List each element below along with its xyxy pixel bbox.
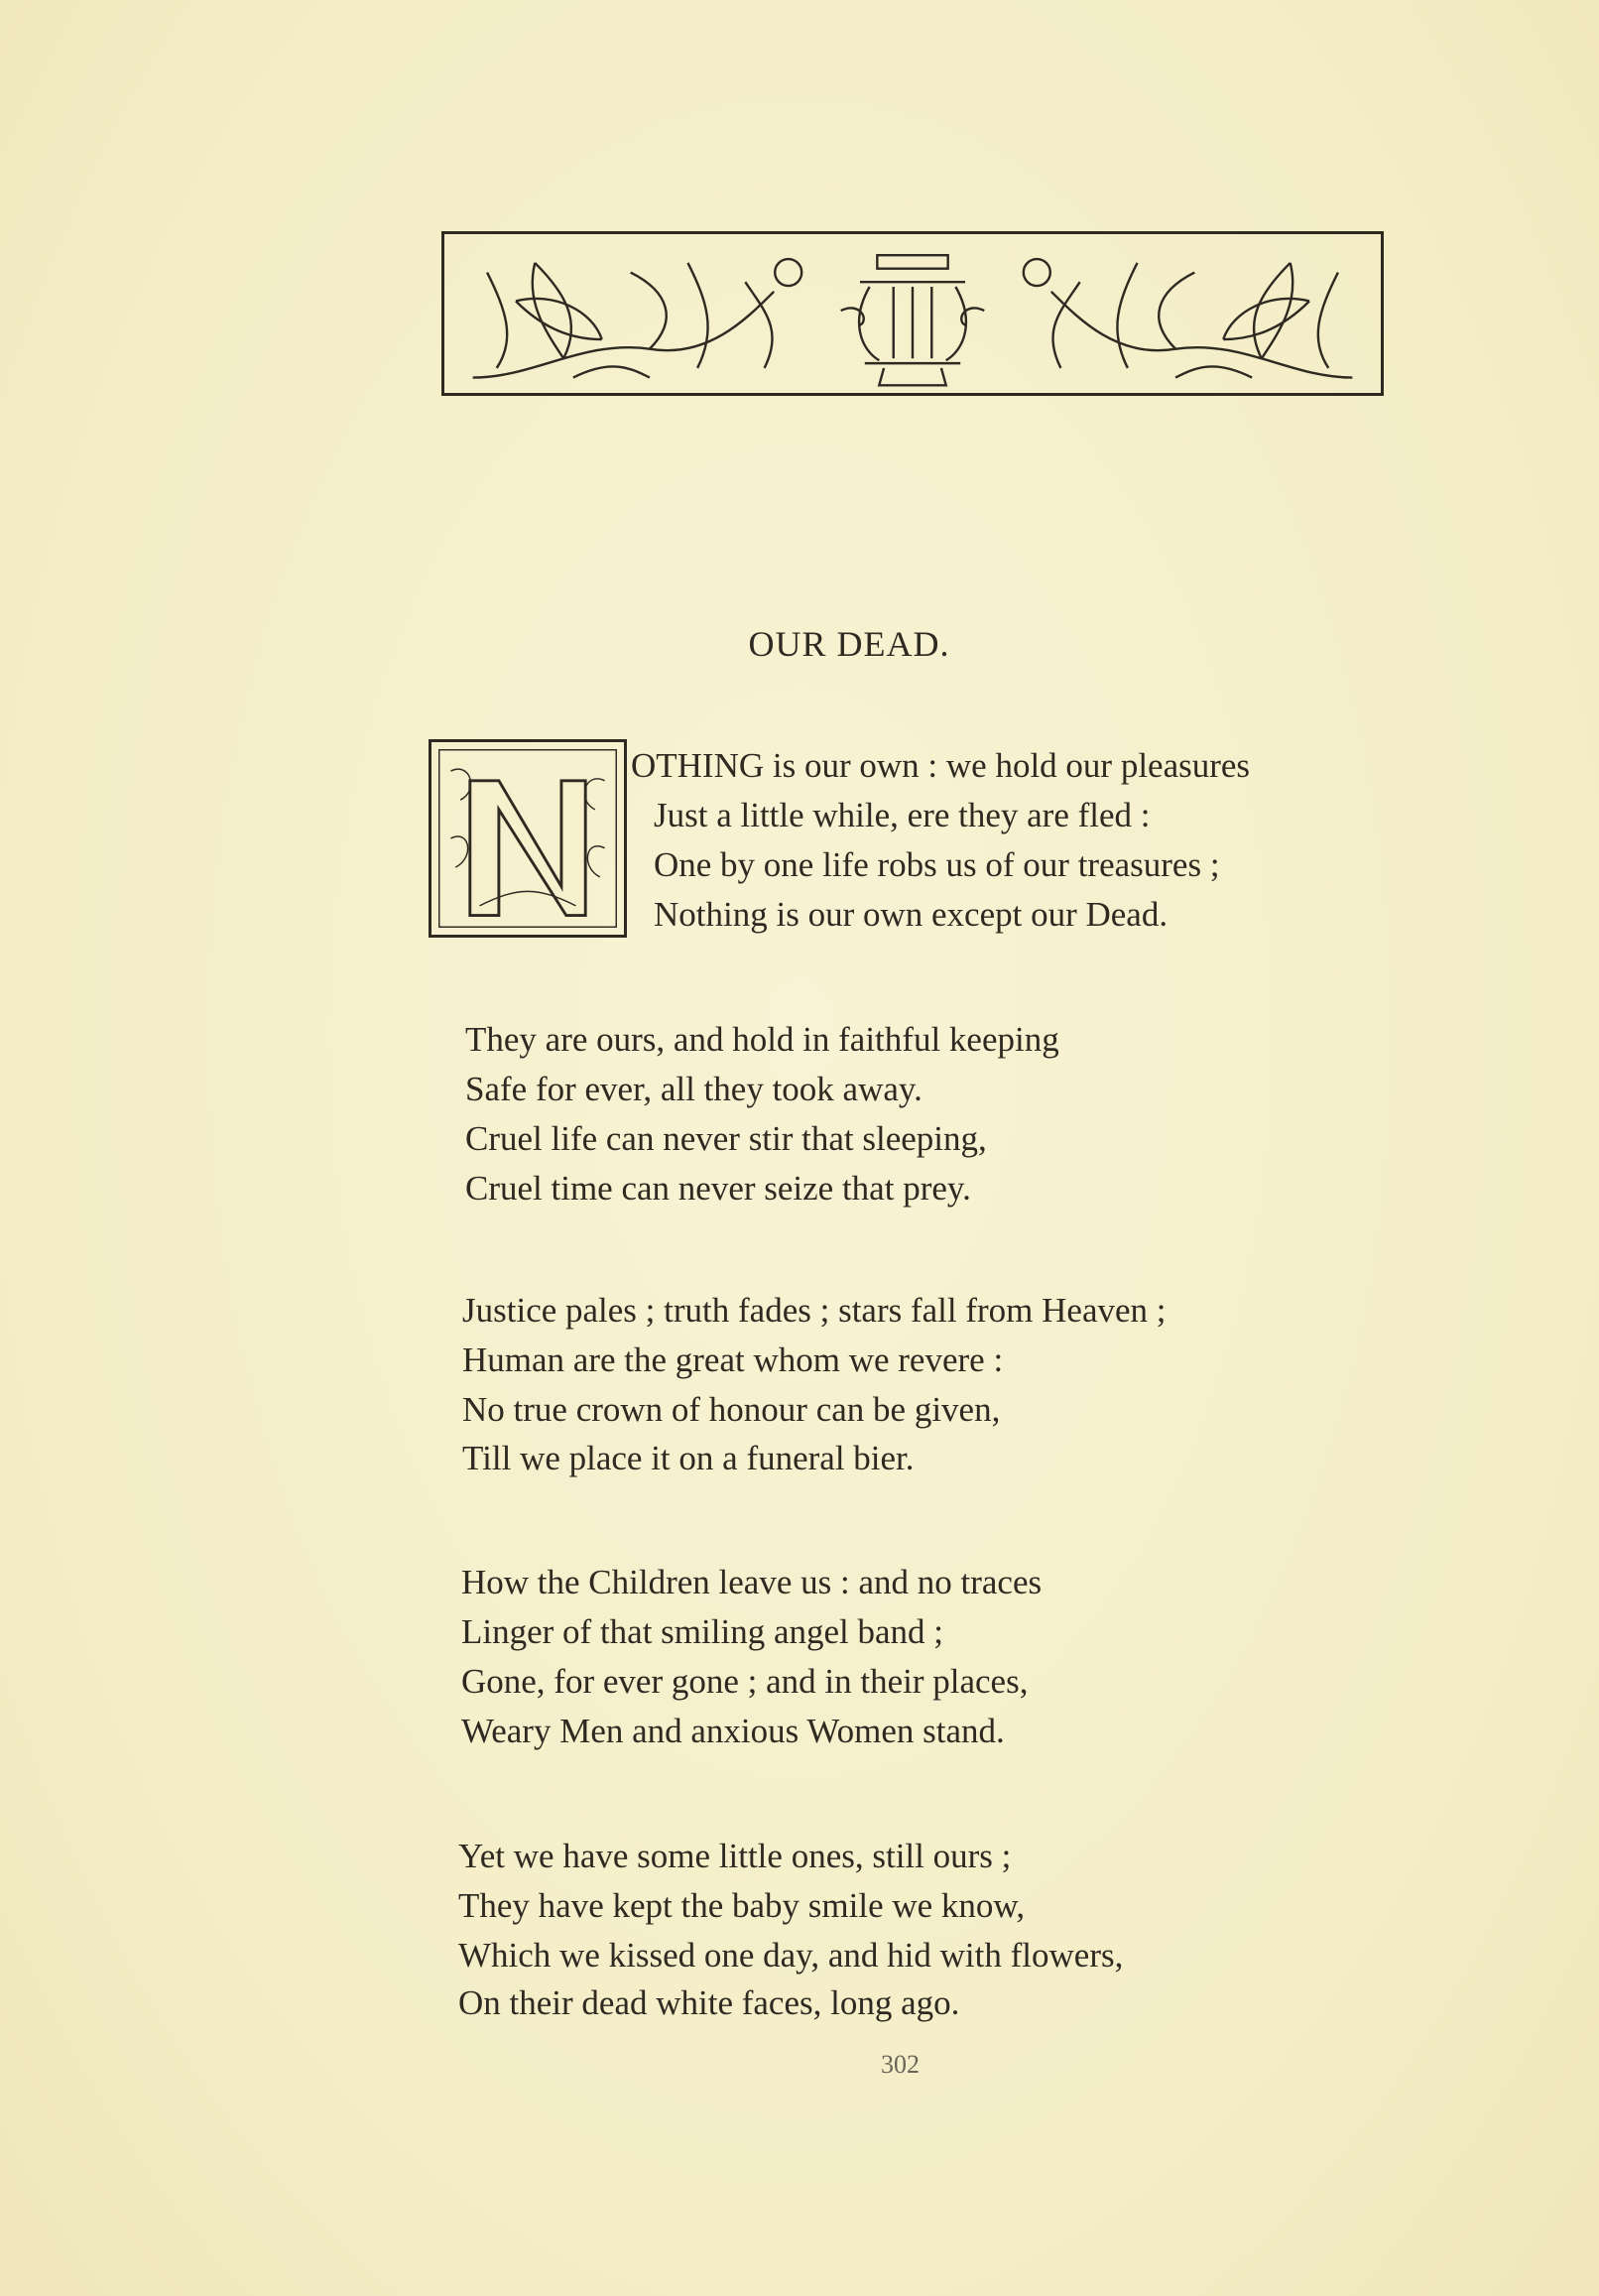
poem-line: Which we kissed one day, and hid with flowers, [458, 1936, 1124, 1975]
poem-line: One by one life robs us of our treasures ; [654, 845, 1220, 884]
poem-line: How the Children leave us : and no traces [461, 1563, 1043, 1601]
poem-line: No true crown of honour can be given, [462, 1390, 1001, 1429]
poem-line: Cruel life can never stir that sleeping, [465, 1119, 987, 1158]
poem-line: Weary Men and anxious Women stand. [461, 1712, 1005, 1750]
center-urn [841, 255, 985, 385]
poem-line: Gone, for ever gone ; and in their places, [461, 1662, 1029, 1701]
poem-line: OTHING is our own : we hold our pleasures [631, 746, 1251, 785]
poem-line: Nothing is our own except our Dead. [654, 895, 1168, 934]
poem-line: On their dead white faces, long ago. [458, 1983, 960, 2022]
poem-line: Justice pales ; truth fades ; stars fall from Heaven ; [462, 1291, 1167, 1330]
poem-line: Till we place it on a funeral bier. [462, 1439, 915, 1477]
illuminated-drop-cap [429, 739, 627, 938]
right-foliage [1024, 259, 1353, 378]
poem-line: Cruel time can never seize that prey. [465, 1169, 971, 1208]
drop-cap-letter: N [431, 742, 432, 743]
poem-line: They have kept the baby smile we know, [458, 1886, 1026, 1925]
poem-line: Just a little while, ere they are fled : [654, 796, 1151, 834]
poem-line: They are ours, and hold in faithful keeping [465, 1020, 1059, 1059]
page-number: 302 [881, 2050, 920, 2079]
poem-line: Safe for ever, all they took away. [465, 1070, 922, 1108]
poem-title: OUR DEAD. [748, 624, 950, 664]
left-foliage [473, 259, 802, 378]
poem-line: Yet we have some little ones, still ours ; [458, 1837, 1012, 1875]
poem-line: Linger of that smiling angel band ; [461, 1612, 944, 1651]
decorative-headpiece-ornament [441, 231, 1384, 396]
poem-line: Human are the great whom we revere : [462, 1340, 1004, 1379]
